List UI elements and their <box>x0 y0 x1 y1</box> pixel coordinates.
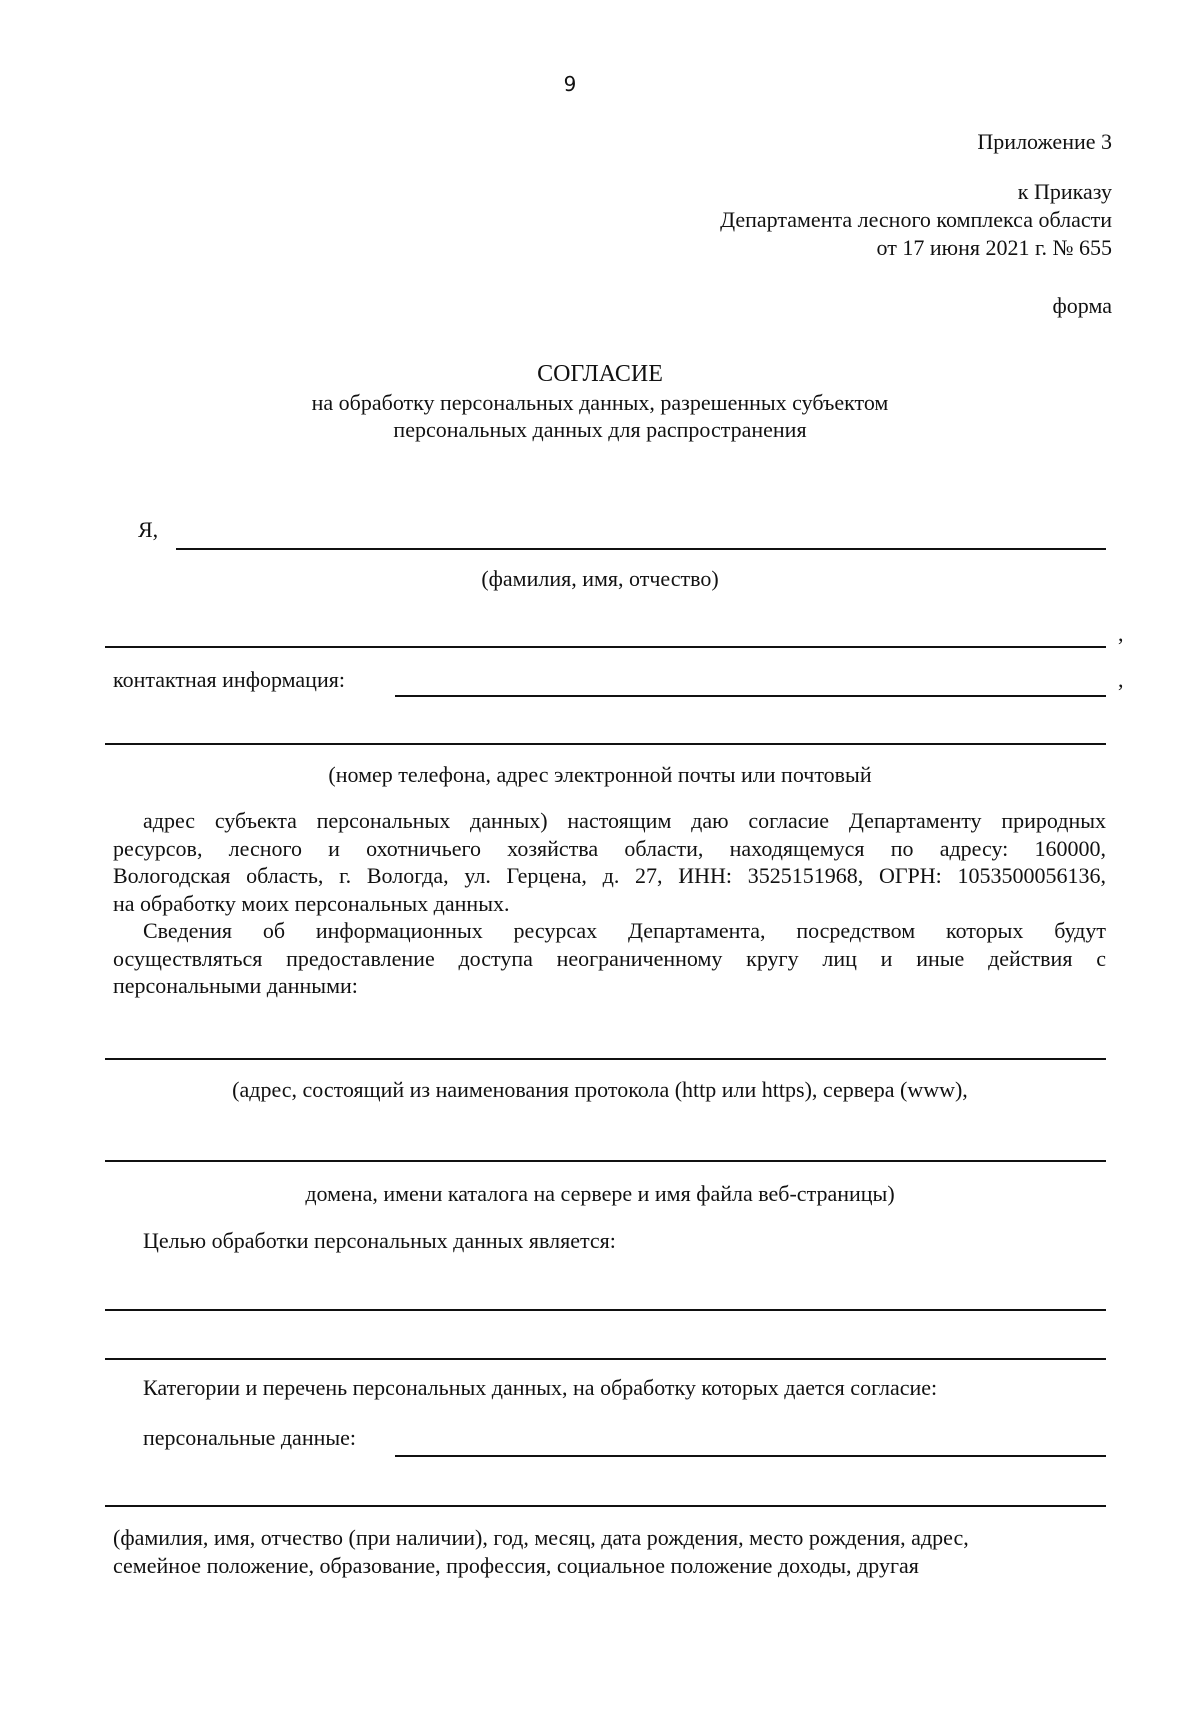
to-order-label: к Приказу <box>1017 179 1112 204</box>
personal-data-hint-line-1: (фамилия, имя, отчество (при наличии), год, месяц, дата рождения, место рождения, адрес, <box>113 1525 969 1550</box>
contact-hint: (номер телефона, адрес электронной почты или почтовый <box>328 762 872 787</box>
document-title: СОГЛАСИЕ <box>537 361 663 387</box>
document-subtitle-line1: на обработку персональных данных, разрешенных субъектом <box>311 390 889 415</box>
resources-line-1: Сведения об информационных ресурсах Департамента, посредством которых будут <box>143 918 1106 943</box>
contact-input-line[interactable] <box>395 695 1106 697</box>
contact-label: контактная информация: <box>113 667 345 692</box>
url-hint-2: домена, имени каталога на сервере и имя файла веб-страницы) <box>305 1181 895 1206</box>
consent-line-2: ресурсов, лесного и охотничьего хозяйства области, находящемуся по адресу: 160000, <box>113 835 1106 861</box>
fio-hint: (фамилия, имя, отчество) <box>481 566 719 591</box>
fio-input-line[interactable] <box>176 548 1106 550</box>
consent-line-1: адрес субъекта персональных данных) настоящим даю согласие Департаменту природных <box>143 808 1106 833</box>
personal-data-hint-line-2: семейное положение, образование, профессия, социальное положение доходы, другая <box>113 1553 919 1578</box>
consent-paragraph <box>113 807 1106 1000</box>
comma-1: , <box>1118 621 1124 646</box>
resources-line-2: осуществляться предоставление доступа неограниченному кругу лиц и иные действия с <box>113 945 1106 971</box>
url-hint-1: (адрес, состоящий из наименования протокола (http или https), сервера (www), <box>232 1077 968 1102</box>
personal-data-label: персональные данные: <box>143 1425 357 1450</box>
department-label: Департамента лесного комплекса области <box>720 207 1112 232</box>
personal-data-input-line[interactable] <box>395 1455 1106 1457</box>
categories-label: Категории и перечень персональных данных, на обработку которых дается согласие: <box>143 1375 938 1400</box>
purpose-input-line-2[interactable] <box>105 1358 1106 1360</box>
fio-continuation-line[interactable] <box>105 646 1106 648</box>
document-subtitle-line2: персональных данных для распространения <box>393 417 807 442</box>
comma-2: , <box>1118 667 1124 692</box>
form-label: форма <box>1052 293 1112 318</box>
resources-line-3: персональными данными: <box>113 973 358 998</box>
appendix-label: Приложение 3 <box>977 129 1112 154</box>
consent-line-4: на обработку моих персональных данных. <box>113 890 510 916</box>
purpose-input-line-1[interactable] <box>105 1309 1106 1311</box>
contact-continuation-line[interactable] <box>105 743 1106 745</box>
url-input-line-1[interactable] <box>105 1058 1106 1060</box>
personal-data-continuation-line[interactable] <box>105 1505 1106 1507</box>
i-label: Я, <box>138 517 159 542</box>
page-number: 9 <box>563 72 577 96</box>
purpose-label: Целью обработки персональных данных является: <box>143 1228 616 1253</box>
consent-line-3: Вологодская область, г. Вологда, ул. Герцена, д. 27, ИНН: 3525151968, ОГРН: 1053500056136, <box>113 863 1106 888</box>
url-input-line-2[interactable] <box>105 1160 1106 1162</box>
order-date-number: от 17 июня 2021 г. № 655 <box>876 235 1112 260</box>
